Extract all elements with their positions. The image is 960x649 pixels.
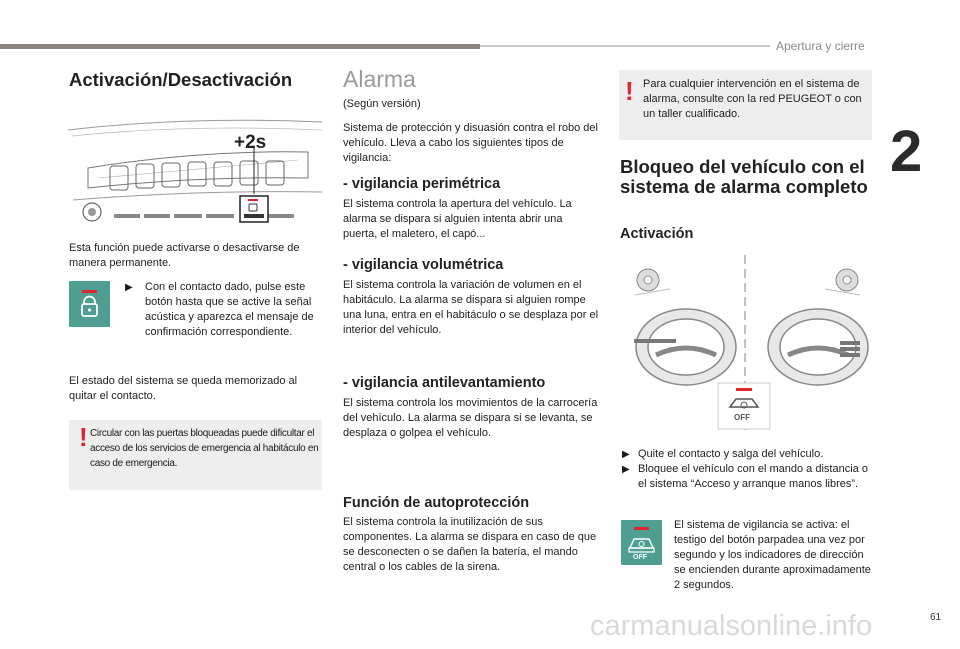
paragraph: Esta función puede activarse o desactivarse de manera permanente. [69, 242, 300, 269]
warning-text: Para cualquier intervención en el sistema de alarma, consulte con la red PEUGEOT o con un taller cualificado. [643, 78, 862, 120]
dashboard-button-figure [68, 108, 322, 236]
header-bar [0, 44, 480, 49]
section-title-locking: Bloqueo del vehículo con el sistema de alarma completo [620, 156, 868, 197]
watermark: carmanualsonline.info [590, 610, 873, 642]
subsection-title: - vigilancia volumétrica [343, 257, 504, 273]
paragraph: El estado del sistema se queda memorizado al quitar el contacto. [69, 375, 298, 402]
section-title-activation: Activación/Desactivación [69, 69, 293, 90]
keyfob-steering-figure [620, 255, 870, 430]
exclamation-icon: ! [625, 76, 634, 106]
chapter-number: 2 [890, 119, 923, 184]
subsection-title: Función de autoprotección [343, 495, 530, 511]
lock-icon [69, 281, 110, 327]
paragraph: El sistema controla la variación de volumen en el habitáculo. La alarma se dispara si alguien rompe una luna, entra en el habitáculo o se desplaza por el interior del vehículo. [343, 279, 599, 336]
exclamation-icon: ! [79, 422, 88, 452]
warning-box [619, 70, 872, 140]
lock-button-image [69, 281, 110, 327]
paragraph: Sistema de protección y disuasión contra el robo del vehículo. Lleva a cabo los siguientes tipos de vigilancia: [343, 122, 598, 164]
paragraph: El sistema controla los movimientos de la carrocería del vehículo. La alarma se dispara si se levanta, se desplaza o golpea el vehículo. [343, 397, 598, 439]
instruction-text: Quite el contacto y salga del vehículo. [638, 448, 824, 460]
paragraph: El sistema de vigilancia se activa: el testigo del botón parpadea una vez por segundo y los indicadores de dirección se encienden durante aproximadamente 2 segundos. [674, 519, 871, 591]
header-title: Apertura y cierre [776, 39, 865, 53]
subsection-title-activation: Activación [620, 226, 694, 242]
instruction-text: Bloquee el vehículo con el mando a distancia o el sistema “Acceso y arranque manos libres”. [638, 463, 868, 490]
section-title-alarm: Alarma [343, 66, 416, 92]
page-number: 61 [930, 612, 942, 623]
steering-wheel-icon [637, 269, 858, 291]
paragraph: El sistema controla la inutilización de sus componentes. La alarma se dispara en caso de que se desconecten o se dañen la batería, el mando central o los cables de la sirena. [343, 516, 597, 573]
subsection-title: - vigilancia perimétrica [343, 176, 501, 192]
alarm-button-image [621, 520, 662, 565]
paragraph: El sistema controla la apertura del vehículo. La alarma se dispara si alguien intenta abrir una puerta, el maletero, el capó... [343, 198, 572, 240]
subsection-title: - vigilancia antilevantamiento [343, 375, 546, 391]
off-label: OFF [633, 554, 647, 561]
figure-label: +2s [234, 132, 267, 153]
bullet-arrow-icon: ▶ [125, 282, 133, 293]
version-note: (Según versión) [343, 98, 421, 110]
warning-box [69, 420, 322, 490]
warning-text: Circular con las puertas bloqueadas puede dificultar el acceso de los servicios de emergencia al habitáculo en caso de emergencia. [90, 428, 319, 469]
off-label: OFF [734, 413, 750, 422]
header-bar-light [480, 45, 770, 47]
instruction-text: Con el contacto dado, pulse este botón hasta que se active la señal acústica y aparezca el mensaje de confirmación correspondiente. [145, 281, 314, 338]
bullet-arrow-icon: ▶ [622, 449, 630, 460]
bullet-arrow-icon: ▶ [622, 464, 630, 475]
